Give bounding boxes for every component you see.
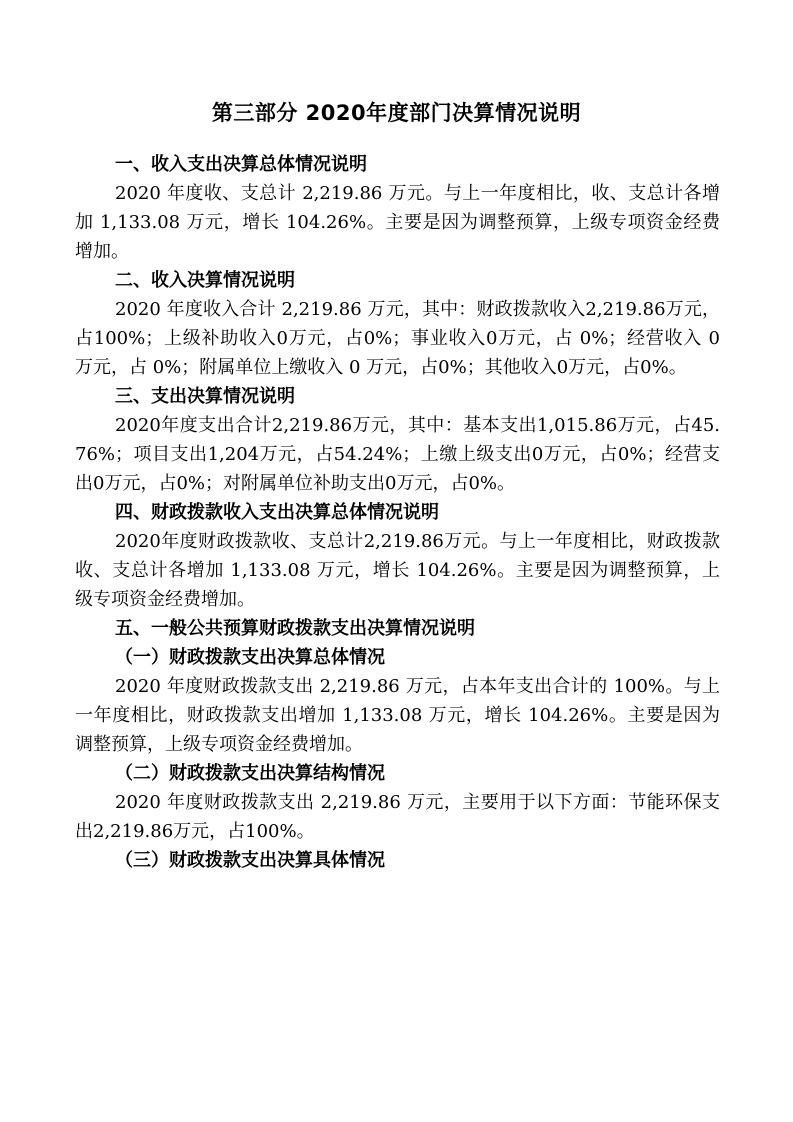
- section-heading: 五、一般公共预算财政拨款支出决算情况说明: [115, 618, 475, 639]
- section-heading: 四、财政拨款收入支出决算总体情况说明: [115, 502, 439, 523]
- section-heading: 二、收入决算情况说明: [115, 270, 295, 291]
- subsection-heading: （二）财政拨款支出决算结构情况: [115, 763, 385, 784]
- subsection-heading: （一）财政拨款支出决算总体情况: [115, 647, 385, 668]
- subsection-heading: （三）财政拨款支出决算具体情况: [115, 850, 385, 871]
- section-paragraph: 2020 年度收、支总计 2,219.86 万元。与上一年度相比，收、支总计各增加 1,133.08 万元，增长 104.26%。主要是因为调整预算，上级专项资金经费增加。: [75, 183, 720, 262]
- document-body: [75, 150, 720, 875]
- subsection-paragraph: 2020 年度财政拨款支出 2,219.86 万元，主要用于以下方面：节能环保支出2,219.86万元，占100%。: [75, 792, 720, 842]
- subsection-paragraph: 2020 年度财政拨款支出 2,219.86 万元，占本年支出合计的 100%。与上一年度相比，财政拨款支出增加 1,133.08 万元，增长 104.26%。主要是因为调整预算，上级专项资金经费增加。: [75, 676, 720, 755]
- page-title: 第三部分 2020年度部门决算情况说明: [211, 101, 582, 125]
- section-paragraph: 2020 年度收入合计 2,219.86 万元，其中：财政拨款收入2,219.86万元，占100%；上级补助收入0万元，占0%；事业收入0万元，占 0%；经营收入 0 万元，占 0%；附属单位上缴收入 0 万元，占0%；其他收入0万元，占0%。: [75, 299, 720, 378]
- section-paragraph: 2020年度财政拨款收、支总计2,219.86万元。与上一年度相比，财政拨款收、支总计各增加 1,133.08 万元，增长 104.26%。主要是因为调整预算，上级专项资金经费增加。: [75, 531, 720, 610]
- section-heading: 三、支出决算情况说明: [115, 386, 295, 407]
- section-paragraph: 2020年度支出合计2,219.86万元，其中：基本支出1,015.86万元，占45.76%；项目支出1,204万元，占54.24%；上缴上级支出0万元，占0%；经营支出0万元，占0%；对附属单位补助支出0万元，占0%。: [75, 415, 720, 494]
- section-heading: 一、收入支出决算总体情况说明: [115, 154, 367, 175]
